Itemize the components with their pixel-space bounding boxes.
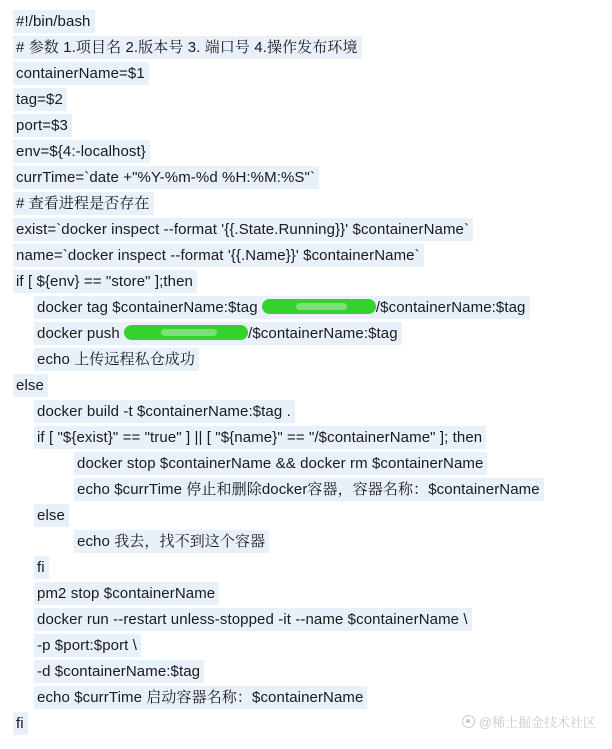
code-line-text — [74, 452, 487, 475]
code-text: fi — [16, 715, 24, 732]
code-line — [0, 347, 612, 373]
code-text: name=`docker inspect --format '{{.Name}}' $containerName` — [16, 247, 420, 264]
code-line — [0, 373, 612, 399]
code-line — [0, 581, 612, 607]
code-text: else — [37, 507, 65, 524]
code-line — [0, 87, 612, 113]
code-line-text — [13, 374, 48, 397]
code-line — [0, 607, 612, 633]
code-line-text — [13, 218, 473, 241]
code-text: -p $port:$port \ — [37, 637, 137, 654]
bash-script-code-block — [0, 9, 612, 737]
code-text: #!/bin/bash — [16, 13, 91, 30]
code-text: echo 上传远程私仓成功 — [37, 351, 195, 368]
code-line-text — [34, 322, 402, 345]
code-line — [0, 451, 612, 477]
code-text: echo $currTime 停止和删除docker容器，容器名称：$containerName — [77, 481, 540, 498]
code-line — [0, 243, 612, 269]
code-line — [0, 399, 612, 425]
code-line — [0, 269, 612, 295]
code-line — [0, 685, 612, 711]
code-line-text — [34, 686, 367, 709]
code-text: echo 我去，找不到这个容器 — [77, 533, 266, 550]
code-line — [0, 659, 612, 685]
code-text: else — [16, 377, 44, 394]
code-line-text — [34, 504, 69, 527]
code-line — [0, 477, 612, 503]
redaction-mark — [124, 325, 248, 340]
code-text: if [ ${env} == "store" ];then — [16, 273, 193, 290]
code-text-after-redaction: /$containerName:$tag — [375, 299, 526, 316]
code-line — [0, 217, 612, 243]
code-line-text — [13, 244, 424, 267]
code-line — [0, 633, 612, 659]
code-text-after-redaction: /$containerName:$tag — [248, 325, 398, 342]
code-line-text — [34, 660, 204, 683]
code-text: env=${4:-localhost} — [16, 143, 146, 160]
code-line-text — [74, 530, 269, 553]
code-text: docker build -t $containerName:$tag . — [37, 403, 291, 420]
code-line — [0, 555, 612, 581]
code-line — [0, 113, 612, 139]
code-line — [0, 295, 612, 321]
code-line — [0, 191, 612, 217]
code-text: -d $containerName:$tag — [37, 663, 201, 680]
redaction-mark — [262, 299, 376, 314]
code-text: currTime=`date +"%Y-%m-%d %H:%M:%S"` — [16, 169, 316, 186]
code-text: docker push — [37, 325, 125, 342]
code-text: pm2 stop $containerName — [37, 585, 216, 602]
code-text: # 参数 1.项目名 2.版本号 3. 端口号 4.操作发布环境 — [16, 39, 358, 56]
code-line-text — [34, 582, 219, 605]
code-line-text — [34, 634, 141, 657]
code-line-text — [13, 88, 67, 111]
watermark — [462, 712, 596, 731]
code-line-text — [34, 296, 530, 319]
code-text: echo $currTime 启动容器名称：$containerName — [37, 689, 364, 706]
code-text: # 查看进程是否存在 — [16, 195, 150, 212]
code-line-text — [13, 10, 95, 33]
code-line-text — [13, 62, 149, 85]
code-line — [0, 529, 612, 555]
watermark-text: @稀土掘金技术社区 — [478, 715, 596, 730]
code-text: docker stop $containerName && docker rm $containerName — [77, 455, 484, 472]
code-text: fi — [37, 559, 45, 576]
code-line — [0, 139, 612, 165]
code-line — [0, 9, 612, 35]
code-line — [0, 503, 612, 529]
code-line-text — [13, 140, 150, 163]
code-line-text — [13, 166, 319, 189]
code-text: docker tag $containerName:$tag — [37, 299, 262, 316]
code-line-text — [13, 712, 28, 735]
code-line-text — [13, 114, 72, 137]
juejin-logo-icon — [462, 715, 475, 728]
code-line-text — [74, 478, 544, 501]
code-text: tag=$2 — [16, 91, 63, 108]
code-line — [0, 35, 612, 61]
code-line-text — [13, 270, 197, 293]
code-text: port=$3 — [16, 117, 68, 134]
code-text: containerName=$1 — [16, 65, 145, 82]
code-line — [0, 321, 612, 347]
code-line-text — [34, 400, 295, 423]
code-text: if [ "${exist}" == "true" ] || [ "${name}" == "/$containerName" ]; then — [37, 429, 483, 446]
code-line-text — [13, 192, 154, 215]
code-line-text — [34, 556, 49, 579]
code-text: exist=`docker inspect --format '{{.State.Running}}' $containerName` — [16, 221, 470, 238]
code-line — [0, 165, 612, 191]
code-line-text — [34, 348, 199, 371]
code-line — [0, 425, 612, 451]
code-line-text — [34, 426, 486, 449]
code-line — [0, 61, 612, 87]
code-line-text — [13, 36, 362, 59]
code-line-text — [34, 608, 472, 631]
code-text: docker run --restart unless-stopped -it --name $containerName \ — [37, 611, 468, 628]
